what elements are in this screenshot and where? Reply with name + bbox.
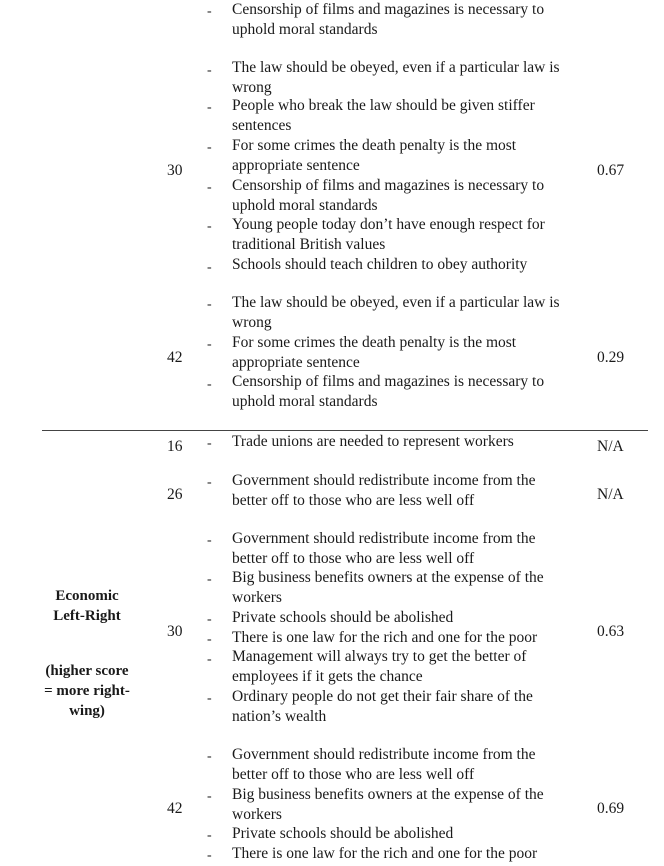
list-item: For some crimes the death penalty is the most appropriate sentence (232, 334, 517, 371)
list-item: Government should redistribute income from the better off to those who are less well off (232, 530, 536, 567)
bullet-dash: - (207, 377, 212, 392)
scale-note: (higher score = more right-wing) (44, 663, 130, 719)
alpha-value: N/A (597, 438, 624, 455)
bullet-dash: - (207, 436, 212, 451)
list-item: Ordinary people do not get their fair share of the nation’s wealth (232, 688, 533, 725)
bullet-dash: - (207, 260, 212, 275)
bullet-dash: - (207, 219, 212, 234)
items-count: 26 (167, 486, 183, 503)
alpha-value: 0.67 (597, 162, 625, 179)
list-item: Censorship of films and magazines is necessary to uphold moral standards (232, 373, 545, 410)
bullet-dash: - (207, 749, 212, 764)
items-count: 42 (167, 349, 183, 366)
list-item: Big business benefits owners at the expense of the workers (232, 569, 544, 606)
list-item: People who break the law should be given stiffer sentences (232, 97, 535, 134)
bullet-dash: - (207, 297, 212, 312)
bullet-dash: - (207, 100, 212, 115)
list-item: Schools should teach children to obey authority (232, 256, 528, 273)
alpha-value: N/A (597, 486, 624, 503)
alpha-value: 0.63 (597, 623, 625, 640)
items-count: 16 (167, 438, 183, 455)
list-item: Government should redistribute income from the better off to those who are less well off (232, 472, 536, 509)
bullet-dash: - (207, 572, 212, 587)
list-item: There is one law for the rich and one for the poor (232, 845, 538, 862)
bullet-dash: - (207, 475, 212, 490)
bullet-dash: - (207, 180, 212, 195)
bullet-dash: - (207, 632, 212, 647)
items-count: 42 (167, 800, 183, 817)
list-item: For some crimes the death penalty is the most appropriate sentence (232, 137, 517, 174)
bullet-dash: - (207, 612, 212, 627)
bullet-dash: - (207, 63, 212, 78)
items-count: 30 (167, 623, 183, 640)
alpha-value: 0.29 (597, 349, 625, 366)
list-item: Management will always try to get the better of employees if it gets the chance (232, 648, 527, 685)
list-item: Censorship of films and magazines is necessary to uphold moral standards (232, 1, 545, 38)
alpha-value: 0.69 (597, 800, 625, 817)
list-item: Private schools should be abolished (232, 825, 454, 842)
section-divider (42, 430, 648, 431)
list-item: Government should redistribute income from the better off to those who are less well off (232, 746, 536, 783)
scale-label: Economic Left-Right (53, 588, 121, 624)
list-item: Trade unions are needed to represent workers (232, 433, 514, 450)
list-item: Private schools should be abolished (232, 609, 454, 626)
bullet-dash: - (207, 533, 212, 548)
items-count: 30 (167, 162, 183, 179)
list-item: Young people today don’t have enough respect for traditional British values (232, 216, 545, 253)
list-item: There is one law for the rich and one for the poor (232, 629, 538, 646)
bullet-dash: - (207, 4, 212, 19)
list-item: Censorship of films and magazines is necessary to uphold moral standards (232, 177, 545, 214)
bullet-dash: - (207, 652, 212, 667)
bullet-dash: - (207, 691, 212, 706)
list-item: The law should be obeyed, even if a particular law is wrong (232, 294, 560, 331)
bullet-dash: - (207, 140, 212, 155)
list-item: Big business benefits owners at the expense of the workers (232, 786, 544, 823)
bullet-dash: - (207, 337, 212, 352)
bullet-dash: - (207, 848, 212, 863)
bullet-dash: - (207, 828, 212, 843)
list-item: The law should be obeyed, even if a particular law is wrong (232, 59, 560, 96)
bullet-dash: - (207, 789, 212, 804)
